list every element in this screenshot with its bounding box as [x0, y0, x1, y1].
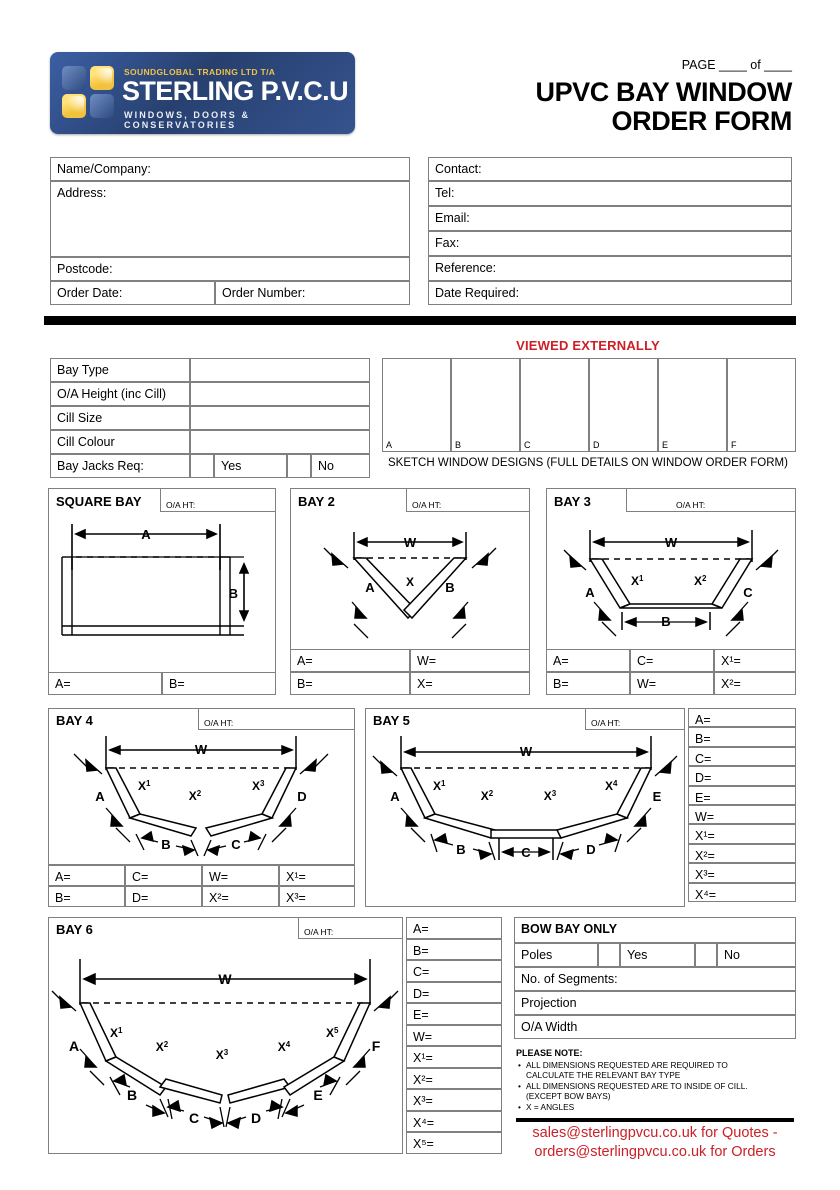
bay4-title: BAY 4 [56, 713, 93, 728]
email-label: Email: [435, 211, 470, 225]
note-bullet-3-text: X = ANGLES [526, 1102, 575, 1112]
address-field[interactable] [50, 181, 410, 257]
bow-bay-poles-no-checkbox[interactable] [695, 943, 717, 967]
bay4-field-d-label: D= [132, 891, 149, 905]
bow-bay-poles-no-label-cell [717, 943, 796, 967]
oa-height-label: O/A Height (inc Cill) [57, 387, 167, 401]
note-bullet-2: • ALL DIMENSIONS REQUESTED ARE TO INSIDE OF CILL. (EXCEPT BOW BAYS) [518, 1081, 748, 1101]
bay2-oaht-label: O/A HT: [412, 500, 442, 510]
page-title-line-2: ORDER FORM [611, 106, 792, 136]
bow-bay-poles-no-label: No [724, 948, 740, 962]
bay-type-label-cell [50, 358, 190, 382]
svg-text:X4: $X^4$ [277, 1040, 291, 1054]
tel-label: Tel: [435, 186, 455, 200]
bay2-field-w-label: W= [417, 654, 437, 668]
reference-field[interactable] [428, 256, 792, 281]
svg-text:B: B [445, 580, 455, 595]
bay6-title: BAY 6 [56, 922, 93, 937]
note-bullet-1-line1: ALL DIMENSIONS REQUESTED ARE REQUIRED TO [526, 1060, 728, 1070]
bay5-title: BAY 5 [373, 713, 410, 728]
bay3-oaht-cell[interactable] [626, 488, 796, 512]
bay6-field-a-label: A= [413, 922, 429, 936]
svg-text:X3: $X^3$ [215, 1048, 229, 1062]
contact-field[interactable] [428, 157, 792, 181]
svg-text:F: F [371, 1038, 381, 1054]
sketch-panel-a[interactable] [382, 358, 451, 452]
svg-text:A: A [390, 789, 400, 804]
bow-bay-title: BOW BAY ONLY [521, 922, 618, 936]
svg-text:A: A [141, 527, 151, 542]
bow-bay-poles-label-cell [514, 943, 598, 967]
bay6-field-x1-label: X¹= [413, 1051, 433, 1065]
svg-text:X2: $X^2$ [480, 789, 494, 803]
bay2-field-x[interactable] [410, 672, 530, 695]
square-bay-field-b-label: B= [169, 677, 185, 691]
logo-tile-2 [90, 66, 114, 90]
page-title [535, 78, 792, 136]
bay6-field-w-label: W= [413, 1029, 433, 1044]
svg-text:B: B [228, 586, 238, 601]
svg-text:D: D [250, 1110, 262, 1126]
bow-bay-poles-yes-label: Yes [627, 948, 648, 962]
bay-jacks-yes-label: Yes [221, 459, 242, 473]
bow-bay-title-cell [514, 917, 796, 943]
bay3-field-w[interactable] [630, 672, 714, 695]
bay6-field-x5[interactable] [406, 1132, 502, 1154]
bay3-field-x2[interactable] [714, 672, 796, 695]
bay3-oaht-label: O/A HT: [676, 500, 706, 510]
svg-text:X2: $X^2$ [188, 789, 202, 803]
bay4-field-c[interactable] [125, 865, 202, 886]
bay3-field-x2-label: X²= [721, 677, 741, 691]
bay5-field-d-label: D= [695, 771, 712, 786]
bay6-oaht-label: O/A HT: [304, 927, 334, 937]
sketch-panel-label-d: D [593, 440, 600, 450]
sketch-panel-f[interactable] [727, 358, 796, 452]
bay5-field-b-label: B= [695, 732, 711, 747]
bay6-field-d[interactable] [406, 982, 502, 1004]
bay6-field-x1[interactable] [406, 1046, 502, 1068]
bay6-field-b-label: B= [413, 943, 429, 958]
bay6-field-a[interactable] [406, 917, 502, 939]
bay5-field-x3[interactable] [688, 863, 796, 882]
bay4-field-x1[interactable] [279, 865, 355, 886]
svg-text:X3: $X^3$ [543, 789, 557, 803]
bay6-field-b[interactable] [406, 939, 502, 961]
bay5-field-x2[interactable] [688, 844, 796, 863]
svg-text:C: C [521, 845, 531, 860]
bay6-field-x4-label: X⁴= [413, 1115, 435, 1130]
bay4-oaht-label: O/A HT: [204, 718, 234, 728]
sketch-panel-e[interactable] [658, 358, 727, 452]
svg-text:X: X [405, 575, 415, 589]
bay4-field-x2[interactable] [202, 886, 279, 907]
svg-text:E: E [652, 789, 662, 804]
bay-jacks-label-cell [50, 454, 190, 478]
bay-jacks-yes-checkbox[interactable] [190, 454, 214, 478]
page-number-field[interactable]: PAGE ____ of ____ [681, 58, 792, 72]
bay4-field-w[interactable] [202, 865, 279, 886]
section-divider [44, 316, 796, 325]
fax-field[interactable] [428, 231, 792, 256]
bay5-field-c[interactable] [688, 747, 796, 766]
svg-text:A: A [585, 585, 595, 600]
bay4-field-x3-label: X³= [286, 891, 306, 905]
svg-text:W: W [194, 742, 208, 757]
bay4-field-a[interactable] [48, 865, 125, 886]
bow-bay-oa-width-field[interactable] [514, 1015, 796, 1039]
footer-email-quotes[interactable]: sales@sterlingpvcu.co.uk for Quotes - [532, 1125, 778, 1141]
bay-type-label: Bay Type [57, 363, 109, 377]
svg-text:X2: $X^2$ [694, 574, 707, 588]
svg-text:B: B [161, 837, 171, 852]
logo-tile-4 [90, 94, 114, 118]
order-number-label: Order Number: [222, 286, 306, 300]
cill-size-label-cell [50, 406, 190, 430]
bay6-field-c[interactable] [406, 960, 502, 982]
bay6-field-x4[interactable] [406, 1111, 502, 1133]
bay4-field-x3[interactable] [279, 886, 355, 907]
note-bullet-2-line2: (EXCEPT BOW BAYS) [526, 1091, 611, 1101]
bay6-field-x2-label: X²= [413, 1072, 433, 1087]
bay5-field-x4-label: X⁴= [695, 887, 717, 902]
bay3-field-w-label: W= [637, 677, 657, 691]
svg-text:A: A [365, 580, 375, 595]
bay6-field-w[interactable] [406, 1025, 502, 1047]
bay-jacks-no-label-cell [311, 454, 370, 478]
note-bullet-1: • ALL DIMENSIONS REQUESTED ARE REQUIRED TO CALCULATE THE RELEVANT BAY TYPE [518, 1060, 728, 1080]
viewed-externally-heading: VIEWED EXTERNALLY [516, 338, 660, 353]
bay4-field-x1-label: X¹= [286, 870, 306, 884]
svg-text:X2: $X^2$ [155, 1040, 169, 1054]
sketch-panel-b[interactable] [451, 358, 520, 452]
bay2-field-x-label: X= [417, 677, 433, 691]
svg-text:X1: $X^1$ [110, 1026, 123, 1040]
svg-text:X3: $X^3$ [252, 779, 265, 793]
square-bay-oaht-label: O/A HT: [166, 500, 196, 510]
bay6-field-e-label: E= [413, 1008, 429, 1022]
bow-bay-poles-yes-checkbox[interactable] [598, 943, 620, 967]
bay5-field-x1[interactable] [688, 824, 796, 843]
svg-text:A: A [95, 789, 105, 804]
svg-text:C: C [743, 585, 753, 600]
square-bay-diagram [48, 512, 276, 650]
svg-text:E: E [313, 1087, 323, 1103]
bay4-field-a-label: A= [55, 870, 71, 884]
svg-text:W: W [519, 744, 533, 759]
please-note-title: PLEASE NOTE: [516, 1048, 583, 1058]
postcode-label: Postcode: [57, 262, 113, 276]
bay6-field-x2[interactable] [406, 1068, 502, 1090]
svg-text:W: W [218, 971, 232, 987]
bay4-field-w-label: W= [209, 870, 229, 884]
bay2-title: BAY 2 [298, 494, 335, 509]
email-field[interactable] [428, 206, 792, 231]
bay-jacks-label: Bay Jacks Req: [57, 459, 144, 473]
bay6-field-e[interactable] [406, 1003, 502, 1025]
page-header [0, 0, 840, 150]
bay3-field-b-label: B= [553, 677, 569, 691]
bow-bay-oa-width-label: O/A Width [521, 1020, 578, 1034]
bow-bay-poles-yes-label-cell [620, 943, 695, 967]
svg-text:C: C [231, 837, 241, 852]
sketch-panel-d[interactable] [589, 358, 658, 452]
bay6-field-x3-label: X³= [413, 1094, 433, 1108]
bay6-field-c-label: C= [413, 965, 430, 979]
date-required-label: Date Required: [435, 286, 520, 300]
svg-text:B: B [661, 614, 671, 629]
footer-divider [516, 1118, 794, 1122]
bay2-diagram [290, 512, 530, 648]
bay5-field-c-label: C= [695, 751, 712, 766]
bay3-diagram [546, 512, 796, 648]
sketch-caption: SKETCH WINDOW DESIGNS (FULL DETAILS ON WINDOW ORDER FORM) [388, 457, 788, 469]
bay5-field-w-label: W= [695, 810, 715, 824]
svg-text:X5: $X^5$ [326, 1026, 339, 1040]
logo-brand-name: STERLING P.V.C.U [122, 76, 348, 106]
bay3-field-x1-label: X¹= [721, 654, 741, 668]
bay5-field-e[interactable] [688, 786, 796, 805]
date-required-field[interactable] [428, 281, 792, 305]
company-logo [50, 52, 355, 134]
logo-trading-name: SOUNDGLOBAL TRADING LTD T/A [124, 67, 276, 77]
page-title-line-1: UPVC BAY WINDOW [535, 77, 792, 107]
note-bullet-1-line2: CALCULATE THE RELEVANT BAY TYPE [526, 1070, 681, 1080]
logo-tile-3 [62, 94, 86, 118]
bow-bay-projection-label: Projection [521, 996, 577, 1010]
note-bullet-2-line1: ALL DIMENSIONS REQUESTED ARE TO INSIDE OF CILL. [526, 1081, 748, 1091]
bay-type-input[interactable] [190, 358, 370, 382]
sketch-panel-c[interactable] [520, 358, 589, 452]
sketch-panel-label-b: B [455, 440, 462, 450]
square-bay-field-a-label: A= [55, 677, 71, 691]
logo-tagline: WINDOWS, DOORS & CONSERVATORIES [124, 110, 251, 130]
bay5-field-b[interactable] [688, 727, 796, 746]
bay3-field-a[interactable] [546, 649, 630, 672]
svg-text:D: D [586, 842, 596, 857]
name-company-field[interactable] [50, 157, 410, 181]
cill-size-label: Cill Size [57, 411, 103, 425]
bay5-field-w[interactable] [688, 805, 796, 824]
square-bay-field-b[interactable] [162, 672, 276, 695]
name-company-label: Name/Company: [57, 162, 151, 176]
logo-tile-1 [62, 66, 86, 90]
bow-bay-poles-label: Poles [521, 948, 553, 962]
svg-text:B: B [126, 1087, 138, 1103]
bay4-field-b[interactable] [48, 886, 125, 907]
svg-text:D: D [297, 789, 307, 804]
postcode-field[interactable] [50, 257, 410, 281]
bay4-field-b-label: B= [55, 891, 71, 905]
bay5-oaht-label: O/A HT: [591, 718, 621, 728]
bay3-field-c[interactable] [630, 649, 714, 672]
order-date-field[interactable] [50, 281, 215, 305]
bay3-field-a-label: A= [553, 654, 569, 668]
footer-email-orders[interactable]: orders@sterlingpvcu.co.uk for Orders [534, 1144, 776, 1160]
cill-colour-label: Cill Colour [57, 435, 115, 449]
oa-height-input[interactable] [190, 382, 370, 406]
cill-colour-label-cell [50, 430, 190, 454]
bay4-field-x2-label: X²= [209, 891, 229, 905]
bay5-diagram [365, 728, 685, 883]
bay4-field-c-label: C= [132, 870, 149, 884]
bay-jacks-no-checkbox[interactable] [287, 454, 311, 478]
svg-text:A: A [68, 1038, 80, 1054]
bay2-field-a[interactable] [290, 649, 410, 672]
bay2-field-a-label: A= [297, 654, 313, 668]
bay4-diagram [48, 728, 355, 863]
bay-jacks-no-label: No [318, 459, 334, 473]
svg-text:X1: $X^1$ [631, 574, 644, 588]
footer-contact-emails [510, 1124, 800, 1162]
bay5-field-x2-label: X²= [695, 848, 715, 863]
bay4-field-d[interactable] [125, 886, 202, 907]
bay5-field-d[interactable] [688, 766, 796, 785]
svg-text:W: W [403, 535, 417, 550]
bay6-field-x5-label: X⁵= [413, 1137, 434, 1151]
bay3-field-x1[interactable] [714, 649, 796, 672]
fax-label: Fax: [435, 236, 460, 250]
contact-label: Contact: [435, 162, 482, 176]
bay5-field-a[interactable] [688, 708, 796, 727]
square-bay-title: SQUARE BAY [56, 494, 142, 509]
address-label: Address: [57, 186, 107, 200]
svg-text:W: W [664, 535, 678, 550]
bow-bay-segments-label: No. of Segments: [521, 972, 618, 986]
bay5-field-x3-label: X³= [695, 868, 715, 883]
sketch-panel-label-f: F [731, 440, 737, 450]
bay5-field-e-label: E= [695, 790, 711, 805]
cill-colour-input[interactable] [190, 430, 370, 454]
svg-text:X1: $X^1$ [138, 779, 151, 793]
bay2-field-b[interactable] [290, 672, 410, 695]
bay5-field-x4[interactable] [688, 883, 796, 902]
bow-bay-segments-field[interactable] [514, 967, 796, 991]
bay6-diagram [48, 937, 403, 1152]
svg-text:X1: $X^1$ [433, 779, 446, 793]
bow-bay-projection-field[interactable] [514, 991, 796, 1015]
bay3-field-c-label: C= [637, 654, 654, 668]
bay2-field-w[interactable] [410, 649, 530, 672]
order-number-field[interactable] [215, 281, 410, 305]
sketch-panel-label-e: E [662, 440, 669, 450]
sketch-panel-label-a: A [386, 440, 393, 450]
svg-text:X4: $X^4$ [605, 779, 618, 793]
cill-size-input[interactable] [190, 406, 370, 430]
order-date-label: Order Date: [57, 286, 123, 300]
svg-text:C: C [188, 1110, 200, 1126]
bay3-title: BAY 3 [554, 494, 591, 509]
bay5-field-a-label: A= [695, 713, 711, 727]
svg-text:B: B [456, 842, 466, 857]
bay2-field-b-label: B= [297, 677, 313, 691]
square-bay-field-a[interactable] [48, 672, 162, 695]
bay6-field-d-label: D= [413, 986, 430, 1001]
bay5-field-x1-label: X¹= [695, 829, 715, 844]
bay3-field-b[interactable] [546, 672, 630, 695]
note-bullet-3: • X = ANGLES [518, 1102, 575, 1112]
sketch-panel-label-c: C [524, 440, 531, 450]
oa-height-label-cell [50, 382, 190, 406]
bay6-field-x3[interactable] [406, 1089, 502, 1111]
bay-jacks-yes-label-cell [214, 454, 287, 478]
tel-field[interactable] [428, 181, 792, 206]
logo-tiles-icon [62, 66, 116, 120]
reference-label: Reference: [435, 261, 497, 275]
